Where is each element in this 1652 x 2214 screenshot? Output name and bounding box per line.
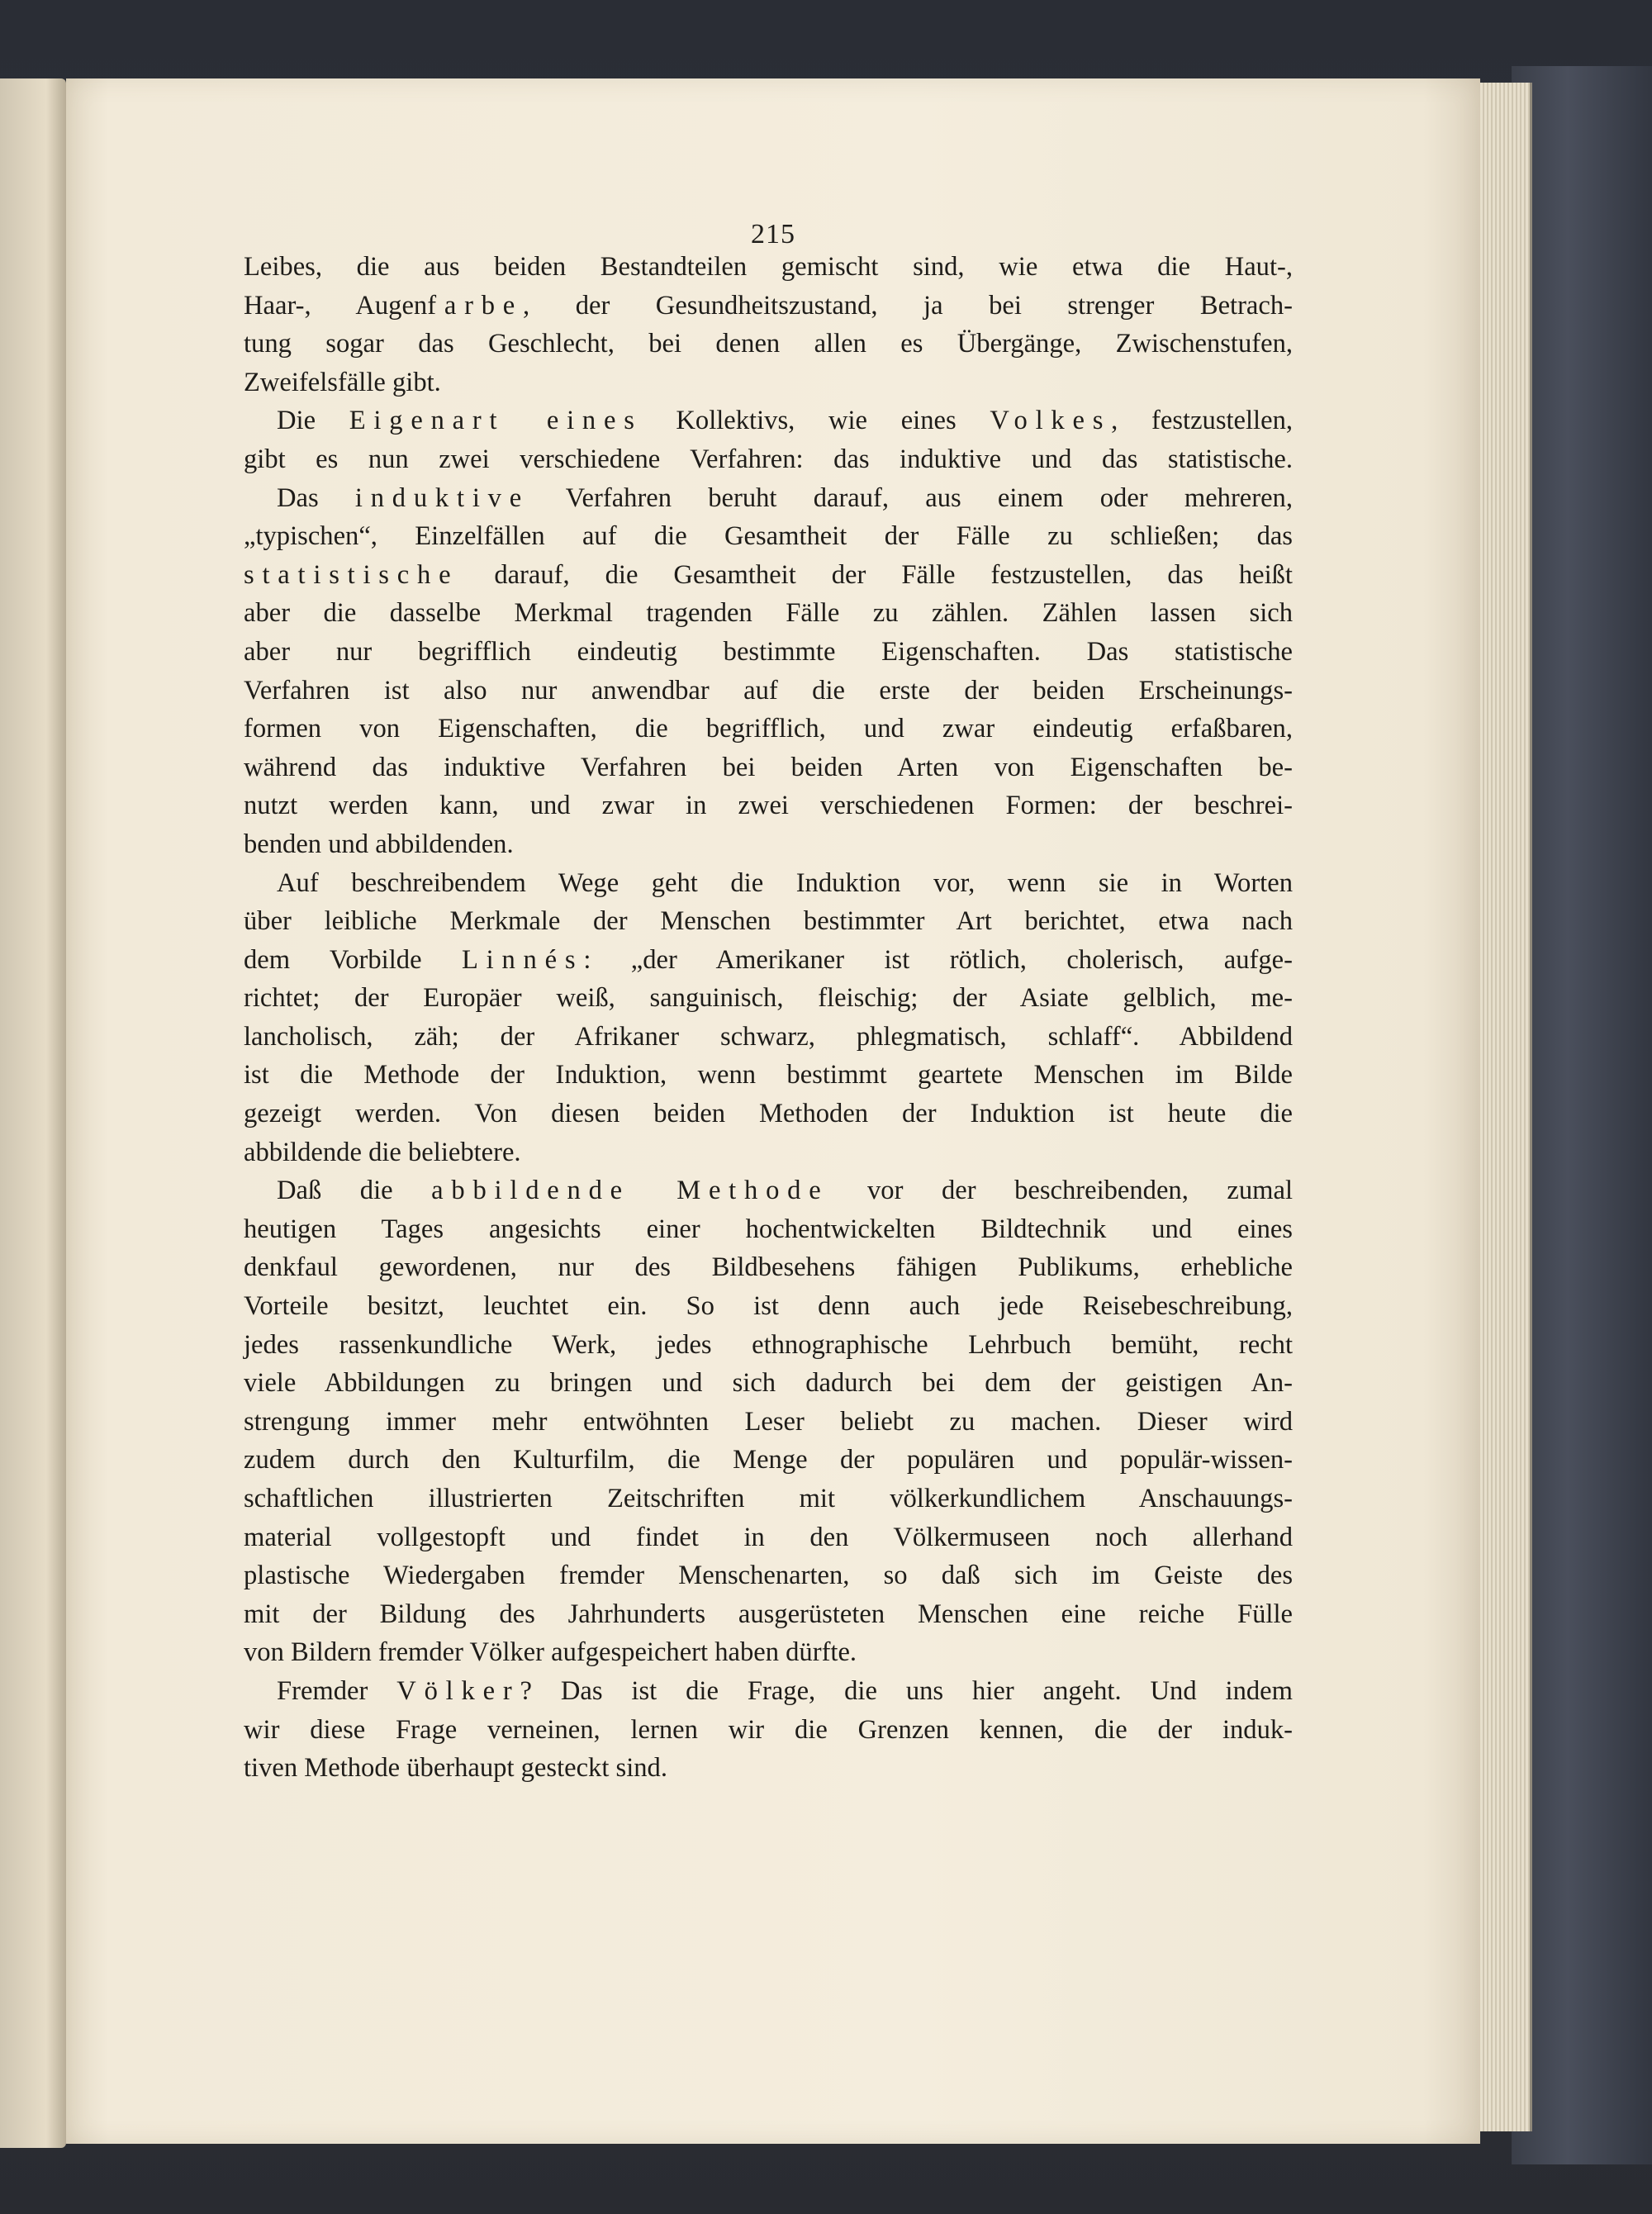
text-line	[244, 748, 1293, 787]
text-line	[244, 1056, 1293, 1095]
text-span: richtet; der Europäer weiß, sanguinisch, fleischig; der Asiate gelblich, me-	[244, 983, 1293, 1014]
text-line	[244, 1326, 1293, 1365]
text-span: formen von Eigenschaften, die begrifflich, und zwar eindeutig erfaßbaren,	[244, 714, 1293, 744]
text-line	[244, 1248, 1293, 1287]
text-span: ist die Methode der Induktion, wenn bestimmt geartete Menschen im Bilde	[244, 1060, 1293, 1090]
text-span: heutigen Tages angesichts einer hochentwickelten Bildtechnik und eines	[244, 1214, 1293, 1244]
text-line	[244, 786, 1293, 825]
emphasized-text: Linnés	[461, 944, 584, 975]
text-span: dem Vorbilde	[244, 944, 462, 975]
text-span: material vollgestopft und findet in den Völkermuseen noch allerhand	[244, 1522, 1293, 1552]
text-span: Die	[277, 406, 349, 436]
text-span: lancholisch, zäh; der Afrikaner schwarz, phlegmatisch, schlaff“. Abbildend	[244, 1021, 1293, 1052]
text-span: tiven Methode überhaupt gesteckt sind.	[244, 1753, 667, 1784]
text-span: von Bildern fremder Völker aufgespeichert haben dürfte.	[244, 1637, 857, 1668]
text-line	[244, 1171, 1293, 1210]
emphasized-text: abbildende Methode	[431, 1176, 829, 1206]
emphasized-text: statistische	[244, 559, 459, 590]
text-line	[244, 1441, 1293, 1480]
text-span: gezeigt werden. Von diesen beiden Methoden der Induktion ist heute die	[244, 1099, 1293, 1129]
text-line	[244, 517, 1293, 556]
text-span: vor der beschreibenden, zumal	[828, 1176, 1293, 1206]
text-span: zudem durch den Kulturfilm, die Menge der populären und populär-wissen-	[244, 1445, 1293, 1475]
emphasized-text: induktive	[354, 482, 529, 513]
text-line	[244, 672, 1293, 710]
text-line	[244, 1749, 1293, 1788]
page-number: 215	[751, 219, 795, 249]
book-page	[66, 78, 1480, 2144]
body-text	[244, 248, 1293, 1788]
text-span: mit der Bildung des Jahrhunderts ausgerüsteten Menschen eine reiche Fülle	[244, 1599, 1293, 1629]
text-span: Daß die	[277, 1176, 432, 1206]
text-span: , der Gesundheitszustand, ja bei strenger Betrach-	[523, 290, 1293, 321]
text-line	[244, 1364, 1293, 1403]
text-line	[244, 825, 1293, 864]
text-span: tung sogar das Geschlecht, bei denen allen es Übergänge, Zwischenstufen,	[244, 329, 1293, 359]
page-stack-edge	[1472, 83, 1532, 2131]
text-span: über leibliche Merkmale der Menschen bestimmter Art berichtet, etwa nach	[244, 906, 1293, 937]
text-line	[244, 1095, 1293, 1133]
text-line	[244, 401, 1293, 440]
text-line	[244, 1556, 1293, 1595]
text-span: schaftlichen illustrierten Zeitschriften mit völkerkundlichem Anschauungs-	[244, 1484, 1293, 1513]
text-line	[244, 941, 1293, 980]
text-span: , festzustellen,	[1111, 406, 1293, 436]
text-line	[244, 325, 1293, 363]
text-line	[244, 556, 1293, 595]
text-line	[244, 864, 1293, 903]
text-span: wir diese Frage verneinen, lernen wir die Grenzen kennen, die der induk-	[244, 1714, 1293, 1745]
text-span: „typischen“, Einzelfällen auf die Gesamtheit der Fälle zu schließen; das	[244, 521, 1293, 552]
text-span: darauf, die Gesamtheit der Fälle festzustellen, das heißt	[458, 559, 1293, 590]
text-span: aber die dasselbe Merkmal tragenden Fälle zu zählen. Zählen lassen sich	[244, 598, 1293, 629]
text-line	[244, 979, 1293, 1018]
text-line	[244, 248, 1293, 287]
text-line	[244, 440, 1293, 479]
text-line	[244, 363, 1293, 402]
emphasized-text: Völker	[396, 1675, 520, 1706]
left-page-edge	[0, 78, 66, 2148]
emphasized-text: farbe	[427, 290, 524, 321]
text-line	[244, 1018, 1293, 1057]
text-span: Das	[277, 482, 355, 513]
text-span: Haar-, Augen	[244, 290, 428, 321]
text-span: Fremder	[277, 1675, 397, 1706]
emphasized-text: Volkes	[990, 406, 1112, 436]
text-line	[244, 1210, 1293, 1249]
text-span: abbildende die beliebtere.	[244, 1137, 521, 1167]
text-span: Leibes, die aus beiden Bestandteilen gemischt sind, wie etwa die Haut-,	[244, 252, 1293, 282]
text-line	[244, 479, 1293, 518]
book-cover-edge	[1512, 66, 1652, 2164]
emphasized-text: Eigenart eines	[349, 406, 643, 436]
text-span: Zweifelsfälle gibt.	[244, 367, 441, 397]
text-line	[244, 633, 1293, 672]
text-span: Verfahren beruht darauf, aus einem oder mehreren,	[529, 482, 1293, 513]
text-span: während das induktive Verfahren bei beiden Arten von Eigenschaften be-	[244, 752, 1293, 782]
text-line	[244, 1403, 1293, 1442]
text-line	[244, 1518, 1293, 1557]
text-span: gibt es nun zwei verschiedene Verfahren: das induktive und das statistische.	[244, 444, 1293, 474]
text-line	[244, 287, 1293, 325]
text-line	[244, 1633, 1293, 1672]
text-span: Auf beschreibendem Wege geht die Induktion vor, wenn sie in Worten	[277, 867, 1293, 898]
text-span: ? Das ist die Frage, die uns hier angeht. Und indem	[520, 1675, 1293, 1706]
text-line	[244, 1480, 1293, 1518]
text-span: : „der Amerikaner ist rötlich, cholerisch, aufge-	[583, 944, 1293, 975]
text-span: nutzt werden kann, und zwar in zwei verschiedenen Formen: der beschrei-	[244, 791, 1293, 821]
text-span: viele Abbildungen zu bringen und sich dadurch bei dem der geistigen An-	[244, 1368, 1293, 1399]
text-line	[244, 902, 1293, 941]
text-span: aber nur begrifflich eindeutig bestimmte Eigenschaften. Das statistische	[244, 636, 1293, 667]
text-line	[244, 710, 1293, 748]
text-span: Verfahren ist also nur anwendbar auf die erste der beiden Erscheinungs-	[244, 675, 1293, 706]
text-span: benden und abbildenden.	[244, 829, 514, 859]
text-line	[244, 594, 1293, 633]
text-span: strengung immer mehr entwöhnten Leser beliebt zu machen. Dieser wird	[244, 1406, 1293, 1437]
text-line	[244, 1287, 1293, 1326]
text-span: jedes rassenkundliche Werk, jedes ethnographische Lehrbuch bemüht, recht	[244, 1329, 1293, 1360]
text-line	[244, 1133, 1293, 1172]
text-span: plastische Wiedergaben fremder Menschenarten, so daß sich im Geiste des	[244, 1561, 1293, 1591]
text-line	[244, 1672, 1293, 1711]
text-line	[244, 1595, 1293, 1634]
text-span: Kollektivs, wie eines	[642, 406, 990, 436]
text-span: Vorteile besitzt, leuchtet ein. So ist denn auch jede Reisebeschreibung,	[244, 1291, 1293, 1322]
text-span: denkfaul gewordenen, nur des Bildbesehens fähigen Publikums, erhebliche	[244, 1252, 1293, 1283]
text-line	[244, 1711, 1293, 1750]
